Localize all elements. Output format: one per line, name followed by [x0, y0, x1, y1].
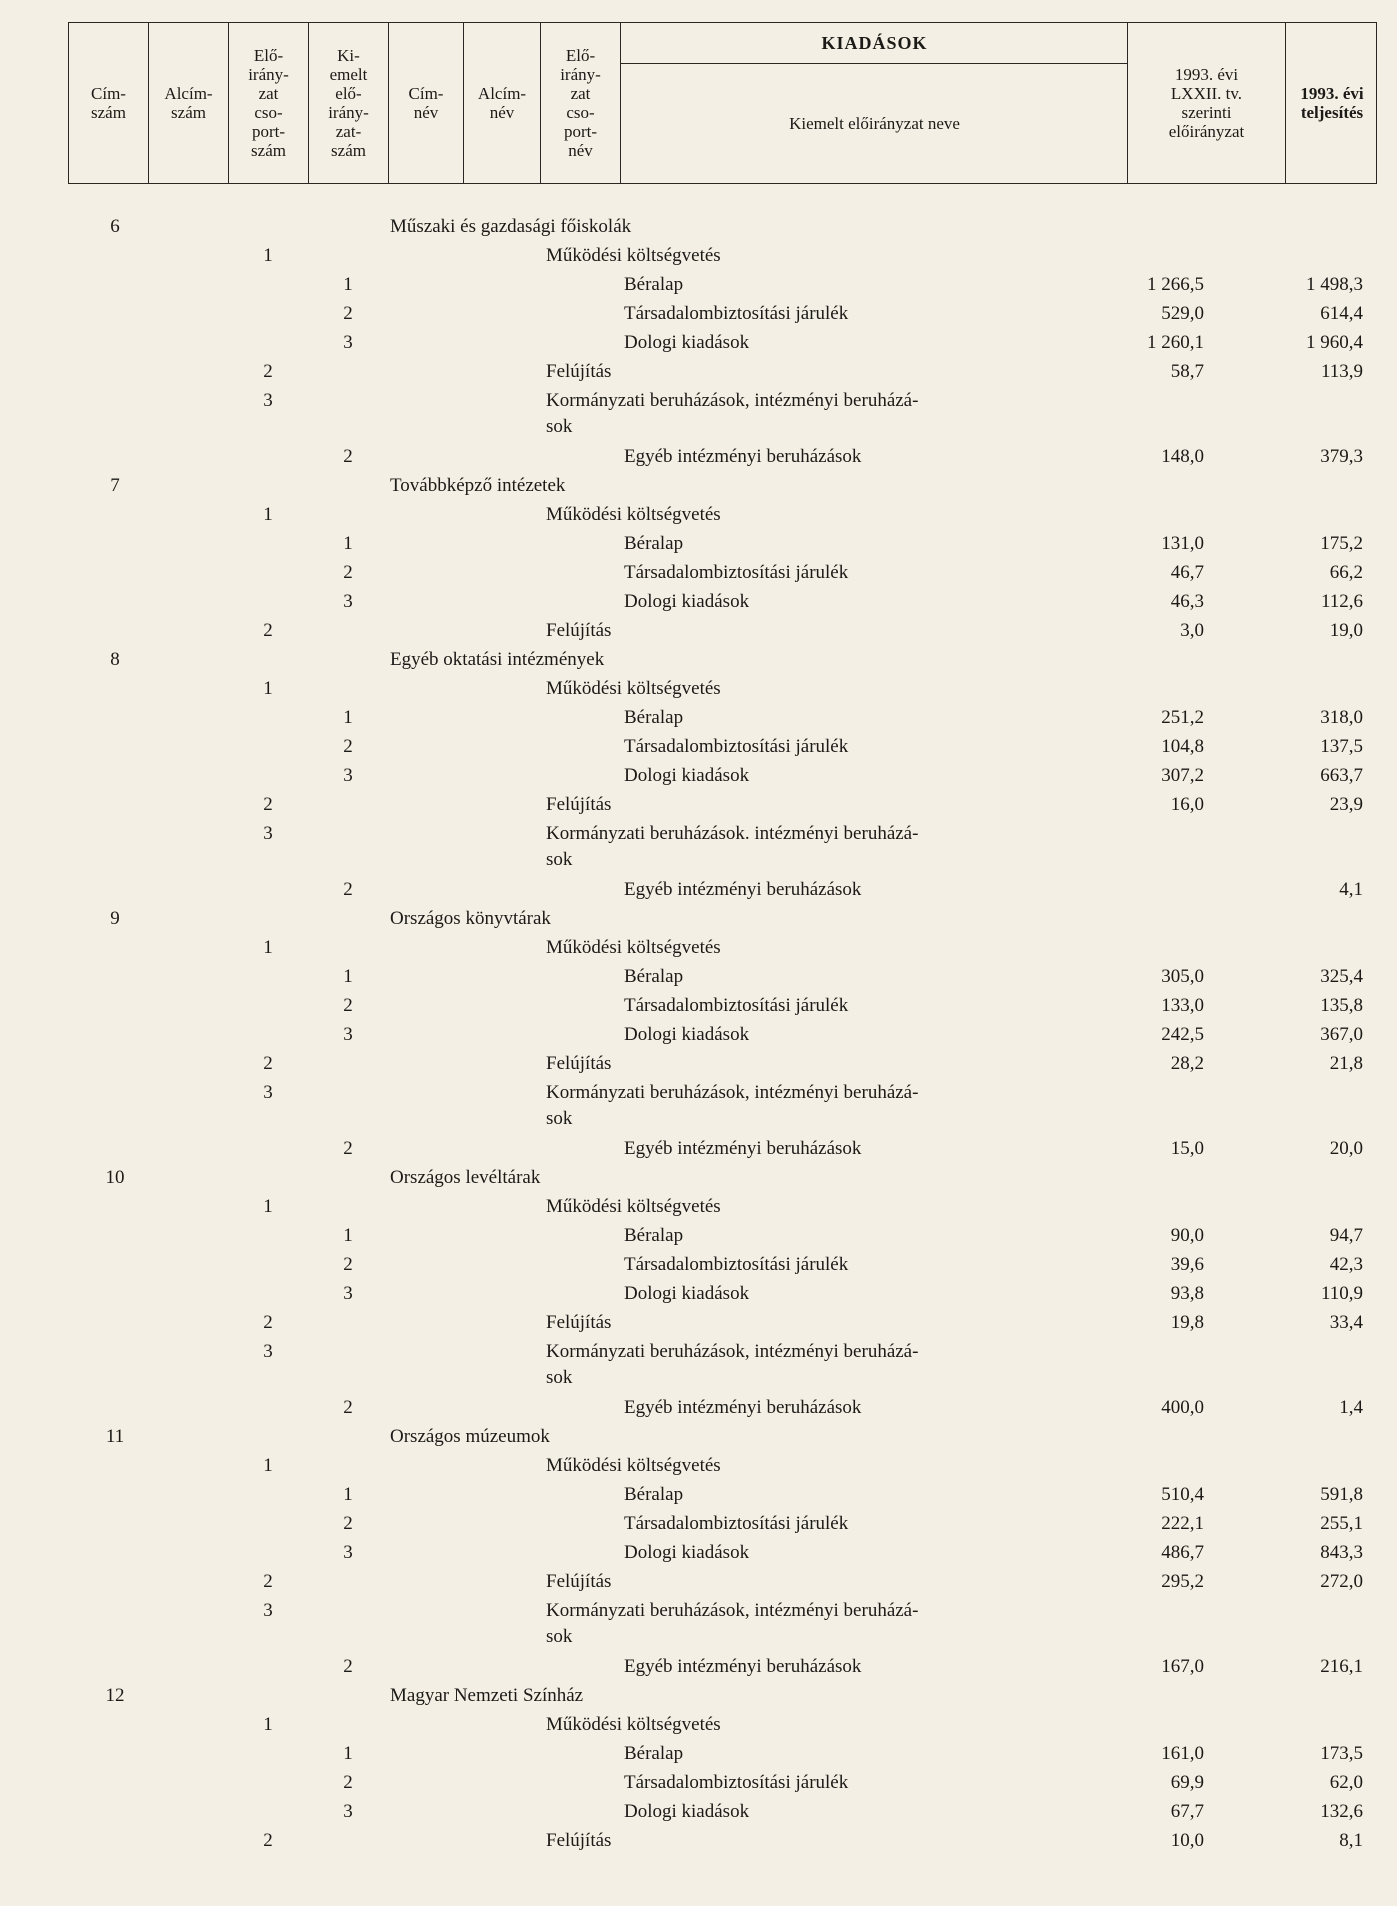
row-number: 2 [263, 1830, 273, 1851]
row-name: Felújítás [546, 361, 612, 382]
row-name: Magyar Nemzeti Színház [390, 1685, 584, 1706]
row-name: Országos könyvtárak [390, 908, 551, 929]
row-number: 11 [105, 1426, 125, 1447]
row-name: Béralap [624, 533, 684, 554]
row-name-continuation: sok [546, 1367, 573, 1388]
table-row-kiemelt [0, 270, 1397, 299]
row-name: Egyéb intézményi beruházások [624, 1138, 862, 1159]
row-name: Felújítás [546, 1571, 612, 1592]
row-name: Működési költségvetés [546, 245, 721, 266]
row-name: Dologi kiadások [624, 1801, 750, 1822]
row-name: Kormányzati beruházások. intézményi beruházá- [546, 823, 919, 844]
row-number: 3 [263, 823, 273, 844]
table-row-kiemelt [0, 1250, 1397, 1279]
table-row-cim [0, 1422, 1397, 1451]
row-number: 2 [343, 1656, 353, 1677]
row-number: 1 [343, 1484, 353, 1505]
row-name: Társadalombiztosítási járulék [624, 562, 849, 583]
row-number: 3 [343, 1542, 353, 1563]
row-name: Egyéb intézményi beruházások [624, 1656, 862, 1677]
row-teljesites-value: 175,2 [1320, 533, 1363, 554]
row-eloiranyzat-value: 529,0 [1161, 303, 1204, 324]
table-row-kiemelt [0, 1221, 1397, 1250]
row-name: Társadalombiztosítási járulék [624, 1772, 849, 1793]
row-number: 10 [105, 1167, 125, 1188]
row-number: 3 [343, 591, 353, 612]
row-number: 12 [105, 1685, 125, 1706]
row-eloiranyzat-value: 305,0 [1161, 966, 1204, 987]
table-body [0, 212, 1397, 1855]
row-name: Egyéb intézményi beruházások [624, 1397, 862, 1418]
table-row-alcim [0, 819, 1397, 848]
table-row-alcim [0, 241, 1397, 270]
table-row-cim [0, 212, 1397, 241]
table-row-kiemelt [0, 1279, 1397, 1308]
row-eloiranyzat-value: 148,0 [1161, 446, 1204, 467]
row-eloiranyzat-value: 46,3 [1170, 591, 1204, 612]
table-row-kiemelt [0, 558, 1397, 587]
row-eloiranyzat-value: 28,2 [1170, 1053, 1204, 1074]
table-row-kiemelt [0, 1480, 1397, 1509]
row-teljesites-value: 1 960,4 [1306, 332, 1363, 353]
row-name: Dologi kiadások [624, 332, 750, 353]
row-teljesites-value: 272,0 [1320, 1571, 1363, 1592]
row-number: 3 [343, 332, 353, 353]
table-row-cim [0, 904, 1397, 933]
table-row-kiemelt [0, 703, 1397, 732]
row-teljesites-value: 8,1 [1339, 1830, 1363, 1851]
row-number: 2 [343, 1397, 353, 1418]
table-row-cim [0, 471, 1397, 500]
row-eloiranyzat-value: 222,1 [1161, 1513, 1204, 1534]
row-number: 3 [263, 390, 273, 411]
row-name: Felújítás [546, 1312, 612, 1333]
table-row-alcim [0, 1826, 1397, 1855]
row-teljesites-value: 367,0 [1320, 1024, 1363, 1045]
row-name: Felújítás [546, 620, 612, 641]
row-eloiranyzat-value: 131,0 [1161, 533, 1204, 554]
row-name-continuation: sok [546, 849, 573, 870]
row-name: Felújítás [546, 1830, 612, 1851]
row-name-continuation: sok [546, 1626, 573, 1647]
row-name: Társadalombiztosítási járulék [624, 736, 849, 757]
row-number: 2 [343, 1138, 353, 1159]
row-teljesites-value: 23,9 [1329, 794, 1363, 815]
row-teljesites-value: 113,9 [1320, 361, 1363, 382]
header-kiemelt-eloiranyzat-szam: Ki- emelt elő- irány- zat- szám [309, 23, 389, 183]
row-name: Társadalombiztosítási járulék [624, 303, 849, 324]
table-row-kiemelt [0, 1768, 1397, 1797]
table-row-kiemelt [0, 529, 1397, 558]
row-eloiranyzat-value: 46,7 [1170, 562, 1204, 583]
row-name: Dologi kiadások [624, 1024, 750, 1045]
header-eloiranyzat-csoport-nev: Elő- irány- zat cso- port- név [541, 23, 621, 183]
table-row-continuation [0, 1366, 1397, 1393]
row-number: 1 [343, 707, 353, 728]
row-eloiranyzat-value: 307,2 [1161, 765, 1204, 786]
row-number: 2 [343, 446, 353, 467]
table-row-kiemelt [0, 442, 1397, 471]
row-eloiranyzat-value: 90,0 [1170, 1225, 1204, 1246]
row-name: Működési költségvetés [546, 678, 721, 699]
row-number: 2 [263, 1312, 273, 1333]
header-alcim-szam: Alcím- szám [149, 23, 229, 183]
row-number: 9 [110, 908, 120, 929]
row-eloiranyzat-value: 39,6 [1170, 1254, 1204, 1275]
row-teljesites-value: 66,2 [1329, 562, 1363, 583]
row-number: 3 [343, 1024, 353, 1045]
row-eloiranyzat-value: 10,0 [1170, 1830, 1204, 1851]
row-number: 2 [263, 794, 273, 815]
table-row-alcim [0, 1049, 1397, 1078]
table-row-kiemelt [0, 1652, 1397, 1681]
header-kiadasok-group [621, 23, 1128, 183]
row-number: 3 [343, 765, 353, 786]
row-number: 2 [263, 361, 273, 382]
row-teljesites-value: 4,1 [1339, 879, 1363, 900]
row-eloiranyzat-value: 1 266,5 [1147, 274, 1204, 295]
header-alcim-nev: Alcím- név [464, 23, 541, 183]
table-row-kiemelt [0, 761, 1397, 790]
row-number: 2 [343, 1772, 353, 1793]
table-row-kiemelt [0, 1739, 1397, 1768]
table-row-alcim [0, 357, 1397, 386]
row-name: Béralap [624, 1484, 684, 1505]
table-row-cim [0, 1163, 1397, 1192]
row-name: Társadalombiztosítási járulék [624, 995, 849, 1016]
row-name: Béralap [624, 274, 684, 295]
row-eloiranyzat-value: 161,0 [1161, 1743, 1204, 1764]
row-number: 3 [343, 1801, 353, 1822]
row-eloiranyzat-value: 93,8 [1170, 1283, 1204, 1304]
row-number: 1 [263, 245, 273, 266]
row-number: 2 [343, 736, 353, 757]
row-number: 1 [343, 1225, 353, 1246]
table-row-alcim [0, 500, 1397, 529]
row-teljesites-value: 591,8 [1320, 1484, 1363, 1505]
table-row-kiemelt [0, 1509, 1397, 1538]
table-row-cim [0, 1681, 1397, 1710]
row-number: 1 [343, 533, 353, 554]
row-name: Felújítás [546, 1053, 612, 1074]
row-eloiranyzat-value: 1 260,1 [1147, 332, 1204, 353]
row-number: 1 [263, 1455, 273, 1476]
table-row-alcim [0, 1337, 1397, 1366]
header-teljesites-1993: 1993. évi teljesítés [1300, 84, 1364, 122]
row-name: Működési költségvetés [546, 1196, 721, 1217]
row-name: Dologi kiadások [624, 765, 750, 786]
row-teljesites-value: 318,0 [1320, 707, 1363, 728]
row-number: 2 [343, 995, 353, 1016]
table-row-kiemelt [0, 299, 1397, 328]
row-teljesites-value: 663,7 [1320, 765, 1363, 786]
row-number: 2 [343, 303, 353, 324]
table-row-alcim [0, 616, 1397, 645]
row-name: Béralap [624, 966, 684, 987]
row-name: Működési költségvetés [546, 1714, 721, 1735]
row-eloiranyzat-value: 58,7 [1170, 361, 1204, 382]
row-teljesites-value: 110,9 [1320, 1283, 1363, 1304]
row-number: 3 [263, 1600, 273, 1621]
row-name: Működési költségvetés [546, 504, 721, 525]
row-number: 2 [263, 1571, 273, 1592]
row-eloiranyzat-value: 133,0 [1161, 995, 1204, 1016]
row-teljesites-value: 132,6 [1320, 1801, 1363, 1822]
row-teljesites-value: 42,3 [1329, 1254, 1363, 1275]
row-name: Műszaki és gazdasági főiskolák [390, 216, 632, 237]
row-name: Egyéb intézményi beruházások [624, 879, 862, 900]
row-name: Béralap [624, 1225, 684, 1246]
row-number: 2 [343, 1513, 353, 1534]
row-number: 1 [263, 504, 273, 525]
table-row-alcim [0, 1308, 1397, 1337]
row-teljesites-value: 33,4 [1329, 1312, 1363, 1333]
table-row-kiemelt [0, 328, 1397, 357]
row-teljesites-value: 21,8 [1329, 1053, 1363, 1074]
row-name: Kormányzati beruházások, intézményi beruházá- [546, 1600, 919, 1621]
row-teljesites-value: 325,4 [1320, 966, 1363, 987]
row-teljesites-value: 20,0 [1329, 1138, 1363, 1159]
row-teljesites-value: 112,6 [1320, 591, 1363, 612]
table-row-kiemelt [0, 587, 1397, 616]
table-row-alcim [0, 790, 1397, 819]
row-eloiranyzat-value: 251,2 [1161, 707, 1204, 728]
row-name: Kormányzati beruházások, intézményi beruházá- [546, 1341, 919, 1362]
table-row-kiemelt [0, 1797, 1397, 1826]
row-number: 2 [343, 879, 353, 900]
row-teljesites-value: 62,0 [1329, 1772, 1363, 1793]
row-name: Kormányzati beruházások, intézményi beruházá- [546, 1082, 919, 1103]
row-name: Egyéb intézményi beruházások [624, 446, 862, 467]
row-name: Továbbképző intézetek [390, 475, 566, 496]
row-teljesites-value: 379,3 [1320, 446, 1363, 467]
table-row-continuation [0, 415, 1397, 442]
row-teljesites-value: 94,7 [1329, 1225, 1363, 1246]
header-cim-szam: Cím- szám [69, 23, 149, 183]
row-name: Országos múzeumok [390, 1426, 550, 1447]
row-number: 3 [263, 1341, 273, 1362]
row-eloiranyzat-value: 400,0 [1161, 1397, 1204, 1418]
row-eloiranyzat-value: 167,0 [1161, 1656, 1204, 1677]
row-eloiranyzat-value: 486,7 [1161, 1542, 1204, 1563]
table-row-kiemelt [0, 1538, 1397, 1567]
table-row-alcim [0, 1078, 1397, 1107]
row-teljesites-value: 135,8 [1320, 995, 1363, 1016]
row-name: Dologi kiadások [624, 591, 750, 612]
row-eloiranyzat-value: 15,0 [1170, 1138, 1204, 1159]
table-row-alcim [0, 1567, 1397, 1596]
row-eloiranyzat-value: 510,4 [1161, 1484, 1204, 1505]
row-number: 1 [343, 274, 353, 295]
row-number: 6 [110, 216, 120, 237]
table-row-continuation [0, 1625, 1397, 1652]
table-row-kiemelt [0, 732, 1397, 761]
row-name: Társadalombiztosítási járulék [624, 1254, 849, 1275]
row-teljesites-value: 614,4 [1320, 303, 1363, 324]
row-teljesites-value: 173,5 [1320, 1743, 1363, 1764]
row-number: 3 [343, 1283, 353, 1304]
row-name: Egyéb oktatási intézmények [390, 649, 605, 670]
row-name: Felújítás [546, 794, 612, 815]
row-number: 2 [263, 1053, 273, 1074]
row-number: 7 [110, 475, 120, 496]
row-number: 1 [263, 937, 273, 958]
table-row-kiemelt [0, 1020, 1397, 1049]
row-eloiranyzat-value: 67,7 [1170, 1801, 1204, 1822]
row-teljesites-value: 216,1 [1320, 1656, 1363, 1677]
row-number: 2 [343, 1254, 353, 1275]
row-eloiranyzat-value: 19,8 [1170, 1312, 1204, 1333]
table-row-kiemelt [0, 962, 1397, 991]
row-name: Dologi kiadások [624, 1283, 750, 1304]
header-cim-nev: Cím- név [389, 23, 464, 183]
header-eloiranyzat-csoport-szam: Elő- irány- zat cso- port- szám [229, 23, 309, 183]
table-row-kiemelt [0, 1393, 1397, 1422]
row-teljesites-value: 255,1 [1320, 1513, 1363, 1534]
table-row-alcim [0, 1451, 1397, 1480]
row-teljesites-value: 19,0 [1329, 620, 1363, 641]
row-number: 8 [110, 649, 120, 670]
row-teljesites-value: 1 498,3 [1306, 274, 1363, 295]
table-row-alcim [0, 386, 1397, 415]
header-eloiranyzat-1993: 1993. évi LXXII. tv. szerinti előirányzat [1128, 23, 1286, 183]
row-eloiranyzat-value: 69,9 [1170, 1772, 1204, 1793]
table-row-continuation [0, 848, 1397, 875]
row-eloiranyzat-value: 104,8 [1161, 736, 1204, 757]
row-name: Működési költségvetés [546, 937, 721, 958]
row-number: 3 [263, 1082, 273, 1103]
table-row-alcim [0, 674, 1397, 703]
row-number: 2 [343, 562, 353, 583]
row-number: 1 [263, 1714, 273, 1735]
row-number: 2 [263, 620, 273, 641]
table-row-alcim [0, 1710, 1397, 1739]
row-eloiranyzat-value: 295,2 [1161, 1571, 1204, 1592]
row-number: 1 [263, 1196, 273, 1217]
table-row-kiemelt [0, 1134, 1397, 1163]
row-name-continuation: sok [546, 1108, 573, 1129]
header-kiemelt-eloiranyzat-neve: Kiemelt előirányzat neve [789, 113, 960, 133]
row-number: 1 [343, 966, 353, 987]
row-name-continuation: sok [546, 416, 573, 437]
row-name: Kormányzati beruházások, intézményi beruházá- [546, 390, 919, 411]
row-teljesites-value: 843,3 [1320, 1542, 1363, 1563]
row-name: Dologi kiadások [624, 1542, 750, 1563]
table-row-alcim [0, 933, 1397, 962]
header-kiadasok: KIADÁSOK [821, 32, 928, 53]
table-row-cim [0, 645, 1397, 674]
table-row-kiemelt [0, 991, 1397, 1020]
row-name: Országos levéltárak [390, 1167, 541, 1188]
row-teljesites-value: 1,4 [1339, 1397, 1363, 1418]
table-header [68, 22, 1377, 184]
row-name: Működési költségvetés [546, 1455, 721, 1476]
row-eloiranyzat-value: 242,5 [1161, 1024, 1204, 1045]
row-name: Béralap [624, 707, 684, 728]
row-eloiranyzat-value: 16,0 [1170, 794, 1204, 815]
row-name: Béralap [624, 1743, 684, 1764]
row-number: 1 [343, 1743, 353, 1764]
table-row-kiemelt [0, 875, 1397, 904]
row-name: Társadalombiztosítási járulék [624, 1513, 849, 1534]
row-number: 1 [263, 678, 273, 699]
table-row-continuation [0, 1107, 1397, 1134]
row-eloiranyzat-value: 3,0 [1180, 620, 1204, 641]
row-teljesites-value: 137,5 [1320, 736, 1363, 757]
table-row-alcim [0, 1192, 1397, 1221]
table-row-alcim [0, 1596, 1397, 1625]
